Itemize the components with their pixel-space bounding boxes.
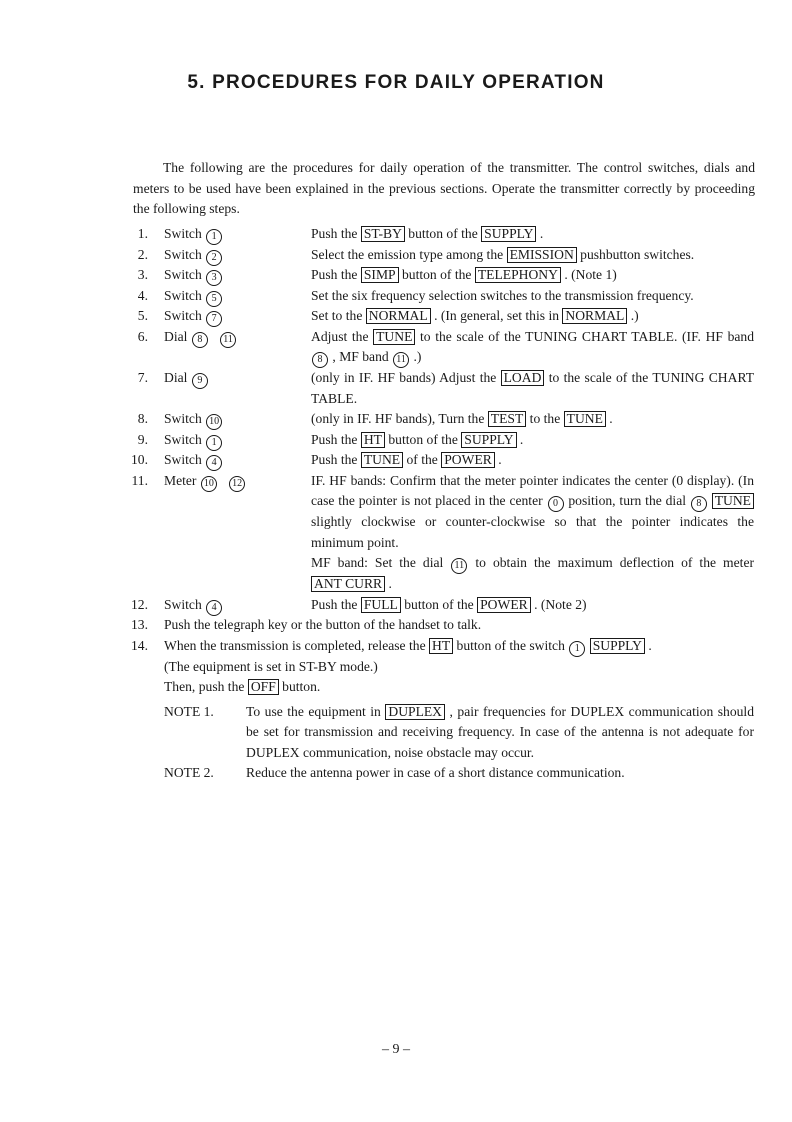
procedure-step xyxy=(120,245,760,266)
step-instruction: Push the HT button of the SUPPLY . xyxy=(311,431,524,447)
panel-label-box: FULL xyxy=(361,597,401,613)
step-instruction: When the transmission is completed, release the HT button of the switch 1 SUPPLY . (The equipment is set in ST-BY mode.) Then, push the OFF button. xyxy=(164,637,652,694)
step-control-label: Dial 9 xyxy=(164,368,209,389)
circled-number: 7 xyxy=(206,311,222,327)
procedure-step xyxy=(120,286,760,307)
panel-label-box: TELEPHONY xyxy=(475,267,561,283)
procedure-step xyxy=(120,409,760,430)
panel-label-box: TEST xyxy=(488,411,526,427)
step-control-label: Switch 7 xyxy=(164,306,223,327)
circled-number: 8 xyxy=(312,352,328,368)
step-number: 6. xyxy=(137,328,148,344)
circled-number: 0 xyxy=(548,496,564,512)
note-text: To use the equipment in DUPLEX , pair frequencies for DUPLEX communication should be set for transmission and receiving frequency. In case of the antenna is not adequate for DUPLEX communication, noise obstacle may occur. xyxy=(246,703,755,760)
panel-label-box: TUNE xyxy=(712,493,754,509)
panel-label-box: SUPPLY xyxy=(461,432,516,448)
procedure-step xyxy=(120,327,760,369)
panel-label-box: POWER xyxy=(477,597,531,613)
procedure-step xyxy=(120,595,760,616)
step-instruction: Select the emission type among the EMISSION pushbutton switches. xyxy=(311,246,695,262)
step-instruction: Set to the NORMAL . (In general, set this in NORMAL .) xyxy=(311,308,639,323)
panel-label-box: NORMAL xyxy=(366,308,431,324)
step-instruction: Push the FULL button of the POWER . (Note 2) xyxy=(311,596,587,612)
step-instruction: IF. HF bands: Confirm that the meter pointer indicates the center (0 display). (In case the pointer is not placed in the center 0 position, turn the dial 8 TUNE slightly clockwise or counter-clockwise so that the pointer indicates the minimum point. xyxy=(311,472,754,550)
step-instruction: Push the ST-BY button of the SUPPLY . xyxy=(311,226,544,241)
note-text: Reduce the antenna power in case of a short distance communication. xyxy=(246,765,625,780)
panel-label-box: ST-BY xyxy=(361,226,405,242)
step-instruction-continued: MF band: Set the dial 11 to obtain the maximum deflection of the meter ANT CURR . xyxy=(311,555,755,591)
procedure-step xyxy=(120,368,760,409)
step-instruction: Push the SIMP button of the TELEPHONY . (Note 1) xyxy=(311,267,617,282)
procedure-step xyxy=(120,450,760,471)
panel-label-box: HT xyxy=(361,432,385,448)
note-label: NOTE 1. xyxy=(164,703,214,719)
step-number: 5. xyxy=(137,308,148,323)
procedure-step xyxy=(120,430,760,451)
step-instruction: Push the telegraph key or the button of the handset to talk. xyxy=(164,617,482,632)
circled-number: 1 xyxy=(569,641,585,657)
notes-section xyxy=(164,702,754,784)
step-number: 14. xyxy=(131,637,148,653)
circled-number: 11 xyxy=(393,352,409,368)
circled-number: 8 xyxy=(192,332,208,348)
panel-label-box: SUPPLY xyxy=(481,226,536,242)
step-control-label: Meter 10 12 xyxy=(164,471,246,492)
step-number: 4. xyxy=(137,287,148,303)
circled-number: 10 xyxy=(201,476,217,492)
procedure-step xyxy=(120,224,760,245)
step-control-label: Switch 3 xyxy=(164,265,223,286)
panel-label-box: ANT CURR xyxy=(311,576,385,592)
circled-number: 11 xyxy=(220,332,236,348)
circled-number: 12 xyxy=(229,476,245,492)
procedure-step xyxy=(120,265,760,286)
circled-number: 5 xyxy=(206,291,222,307)
intro-paragraph xyxy=(133,158,755,220)
step-control-label: Switch 10 xyxy=(164,409,223,430)
circled-number: 9 xyxy=(192,373,208,389)
panel-label-box: OFF xyxy=(248,679,279,695)
step-number: 2. xyxy=(137,246,148,262)
step-control-label: Switch 4 xyxy=(164,450,223,471)
step-instruction: Set the six frequency selection switches to the transmission frequency. xyxy=(311,287,694,303)
step-instruction: Adjust the TUNE to the scale of the TUNING CHART TABLE. (IF. HF band 8 , MF band 11 .) xyxy=(311,327,754,369)
intro-text: The following are the procedures for daily operation of the transmitter. The control switches, dials and meters to be used have been explained in the previous sections. Operate the transmitter correctly by proceeding the following steps. xyxy=(133,160,755,216)
step-instruction: (only in IF. HF bands), Turn the TEST to the TUNE . xyxy=(311,411,613,426)
step-number: 10. xyxy=(131,452,148,467)
page-title: 5. PROCEDURES FOR DAILY OPERATION xyxy=(187,72,605,93)
step-control-label: Switch 2 xyxy=(164,245,223,266)
step-control-label: Switch 1 xyxy=(164,224,223,245)
step-control-label: Switch 4 xyxy=(164,595,223,616)
panel-label-box: EMISSION xyxy=(507,247,577,263)
procedure-step xyxy=(120,306,760,327)
step-number: 9. xyxy=(137,431,148,447)
panel-label-box: DUPLEX xyxy=(385,704,445,720)
step-control-label: Switch 1 xyxy=(164,430,223,451)
step-control-label: Dial 8 11 xyxy=(164,327,237,348)
panel-label-box: TUNE xyxy=(564,411,606,427)
panel-label-box: TUNE xyxy=(373,329,415,345)
panel-label-box: POWER xyxy=(441,452,495,468)
panel-label-box: TUNE xyxy=(361,452,403,468)
panel-label-box: SUPPLY xyxy=(590,638,645,654)
step-number: 11. xyxy=(131,472,148,488)
circled-number: 8 xyxy=(691,496,707,512)
step-control-label: Switch 5 xyxy=(164,286,223,307)
circled-number: 2 xyxy=(206,250,222,266)
step-number: 7. xyxy=(137,370,148,385)
page-number: – 9 – xyxy=(382,1042,410,1057)
step-number: 8. xyxy=(137,411,148,426)
step-number: 12. xyxy=(131,596,148,612)
note-label: NOTE 2. xyxy=(164,765,214,780)
panel-label-box: SIMP xyxy=(361,267,399,283)
step-instruction: (only in IF. HF bands) Adjust the LOAD to the scale of the TUNING CHART TABLE. xyxy=(311,370,754,406)
procedure-step xyxy=(120,636,760,698)
panel-label-box: HT xyxy=(429,638,453,654)
panel-label-box: LOAD xyxy=(501,370,545,386)
circled-number: 4 xyxy=(206,455,222,471)
step-number: 13. xyxy=(131,617,148,632)
circled-number: 10 xyxy=(206,414,222,430)
note-item xyxy=(164,702,754,764)
step-number: 3. xyxy=(137,267,148,282)
procedure-step xyxy=(120,615,760,636)
note-item xyxy=(164,763,754,784)
step-number: 1. xyxy=(137,226,148,241)
step-instruction: Push the TUNE of the POWER . xyxy=(311,452,502,467)
circled-number: 3 xyxy=(206,270,222,286)
circled-number: 1 xyxy=(206,435,222,451)
procedure-step xyxy=(120,471,760,595)
procedure-list xyxy=(120,224,760,784)
circled-number: 4 xyxy=(206,600,222,616)
panel-label-box: NORMAL xyxy=(562,308,627,324)
circled-number: 11 xyxy=(451,558,467,574)
circled-number: 1 xyxy=(206,229,222,245)
